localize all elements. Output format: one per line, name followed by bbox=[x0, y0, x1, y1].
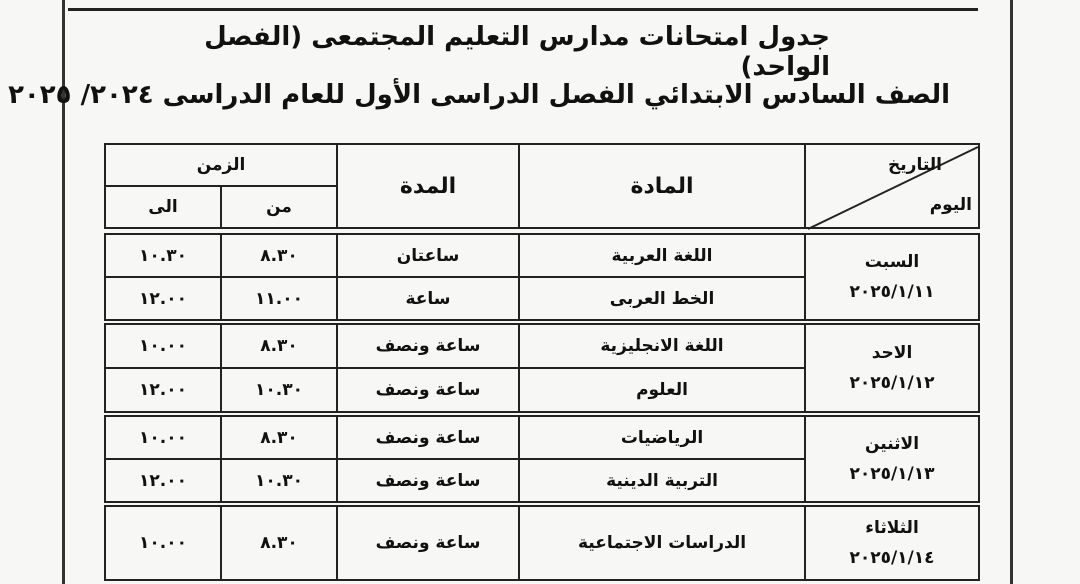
day-cell-4 bbox=[804, 505, 980, 581]
from-cell: ٨.٣٠ bbox=[220, 415, 338, 460]
to-cell: ١٢.٠٠ bbox=[104, 367, 222, 413]
header-time: الزمن bbox=[104, 143, 338, 187]
exam-table bbox=[104, 143, 980, 584]
to-cell: ١٠.٠٠ bbox=[104, 415, 222, 460]
from-cell: ١١.٠٠ bbox=[220, 276, 338, 321]
day-name: الاثنين bbox=[864, 434, 920, 454]
from-cell: ١٠.٣٠ bbox=[220, 458, 338, 503]
day-name: الاحد bbox=[871, 343, 913, 363]
day-cell-1 bbox=[804, 233, 980, 321]
subject-cell: الخط العربى bbox=[518, 276, 806, 321]
day-cell-3 bbox=[804, 415, 980, 503]
duration-cell: ساعة ونصف bbox=[336, 505, 520, 581]
from-cell: ١٠.٣٠ bbox=[220, 367, 338, 413]
document-title: جدول امتحانات مدارس التعليم المجتمعى (الفصل الواحد) bbox=[204, 22, 830, 82]
right-border bbox=[1010, 0, 1013, 584]
day-cell-2 bbox=[804, 323, 980, 413]
day-date: ٢٠٢٥/١/١٣ bbox=[849, 464, 935, 484]
to-cell: ١٢.٠٠ bbox=[104, 276, 222, 321]
header-day: اليوم bbox=[929, 195, 972, 215]
duration-cell: ساعتان bbox=[336, 233, 520, 278]
to-cell: ١٠.٠٠ bbox=[104, 323, 222, 369]
day-name: الثلاثاء bbox=[865, 518, 919, 538]
subject-cell: التربية الدينية bbox=[518, 458, 806, 503]
day-date: ٢٠٢٥/١/١٢ bbox=[849, 373, 935, 393]
duration-cell: ساعة ونصف bbox=[336, 415, 520, 460]
to-cell: ١٢.٠٠ bbox=[104, 458, 222, 503]
from-cell: ٨.٣٠ bbox=[220, 233, 338, 278]
subject-cell: اللغة الانجليزية bbox=[518, 323, 806, 369]
subject-cell: الرياضيات bbox=[518, 415, 806, 460]
header-from: من bbox=[220, 185, 338, 229]
from-cell: ٨.٣٠ bbox=[220, 505, 338, 581]
header-subject: المادة bbox=[518, 143, 806, 229]
document-subtitle: الصف السادس الابتدائي الفصل الدراسى الأول للعام الدراسى ٢٠٢٤/ ٢٠٢٥ bbox=[8, 80, 950, 110]
subject-cell: اللغة العربية bbox=[518, 233, 806, 278]
to-cell: ١٠.٠٠ bbox=[104, 505, 222, 581]
duration-cell: ساعة ونصف bbox=[336, 458, 520, 503]
header-to: الى bbox=[104, 185, 222, 229]
subject-cell: العلوم bbox=[518, 367, 806, 413]
duration-cell: ساعة ونصف bbox=[336, 323, 520, 369]
from-cell: ٨.٣٠ bbox=[220, 323, 338, 369]
duration-cell: ساعة ونصف bbox=[336, 367, 520, 413]
day-date: ٢٠٢٥/١/١٤ bbox=[849, 548, 935, 568]
to-cell: ١٠.٣٠ bbox=[104, 233, 222, 278]
header-date: التاريخ bbox=[888, 155, 942, 175]
top-border bbox=[68, 0, 978, 11]
duration-cell: ساعة bbox=[336, 276, 520, 321]
header-duration: المدة bbox=[336, 143, 520, 229]
subject-cell: الدراسات الاجتماعية bbox=[518, 505, 806, 581]
header-date-day bbox=[804, 143, 980, 229]
day-date: ٢٠٢٥/١/١١ bbox=[849, 282, 935, 302]
day-name: السبت bbox=[864, 252, 920, 272]
